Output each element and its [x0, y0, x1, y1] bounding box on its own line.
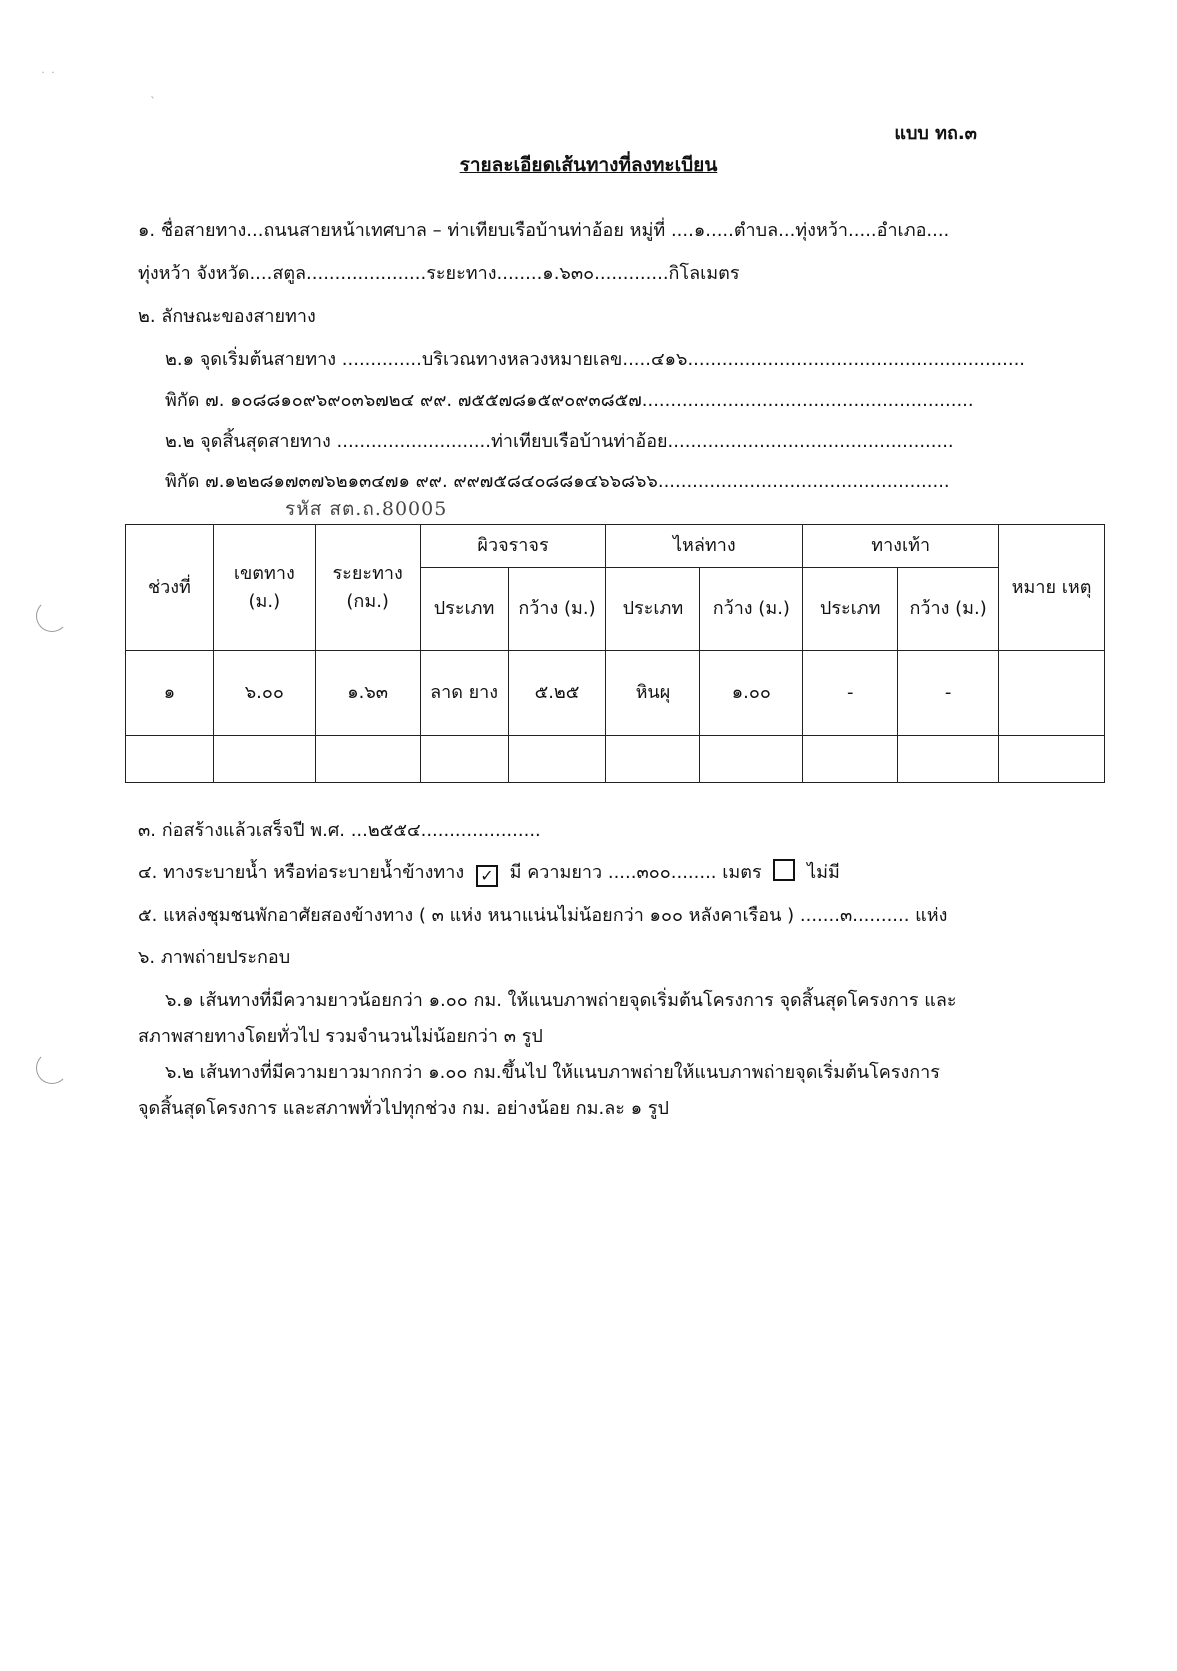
construction-year-line: ๓. ก่อสร้างแล้วเสร็จปี พ.ศ. ...๒๕๕๔..................... [138, 820, 541, 841]
cell-surface-type: ลาด ยาง [420, 651, 508, 736]
header-sidewalk-width: กว้าง (ม.) [898, 568, 999, 651]
header-shoulder-type: ประเภท [606, 568, 700, 651]
cell-shoulder-type: หินผุ [606, 651, 700, 736]
community-line: ๕. แหล่งชุมชนพักอาศัยสองข้างทาง ( ๓ แห่ง หนาแน่นไม่น้อยกว่า ๑๐๐ หลังคาเรือน ) .......๓.......... แห่ง [138, 905, 948, 926]
road-details-table [125, 524, 1105, 783]
header-right-of-way: เขตทาง (ม.) [213, 525, 315, 651]
header-distance: ระยะทาง (กม.) [315, 525, 420, 651]
cell-shoulder-width: ๑.๐๐ [700, 651, 803, 736]
photos-item2-line1: ๖.๒ เส้นทางที่มีความยาวมากกว่า ๑.๐๐ กม.ขึ้นไป ให้แนบภาพถ่ายให้แนบภาพถ่ายจุดเริ่มต้นโครงการ [165, 1062, 940, 1083]
header-shoulder: ไหล่ทาง [606, 525, 803, 568]
table-row [126, 651, 1105, 736]
header-surface-type: ประเภท [420, 568, 508, 651]
header-remark: หมาย เหตุ [999, 525, 1105, 651]
header-shoulder-width: กว้าง (ม.) [700, 568, 803, 651]
route-characteristics-heading: ๒. ลักษณะของสายทาง [138, 306, 316, 327]
photos-item2-line2: จุดสิ้นสุดโครงการ และสภาพทั่วไปทุกช่วง กม. อย่างน้อย กม.ละ ๑ รูป [138, 1098, 669, 1119]
photos-heading: ๖. ภาพถ่ายประกอบ [138, 947, 291, 968]
cell-remark [999, 651, 1105, 736]
header-surface: ผิวจราจร [420, 525, 606, 568]
form-code: แบบ ทถ.๓ [894, 123, 977, 144]
road-code: รหัส สต.ถ.80005 [285, 498, 448, 520]
header-sidewalk-type: ประเภท [803, 568, 898, 651]
start-point-line: ๒.๑ จุดเริ่มต้นสายทาง ..............บริเวณทางหลวงหมายเลข.....๔๑๖........................................................... [165, 349, 1026, 370]
punch-hole-mark [36, 600, 68, 632]
end-coordinates: พิกัด ๗.๑๒๒๘๑๗๓๗๖๒๑๓๔๗๑ ๙๙. ๙๙๗๕๘๔๐๘๘๑๔๖๖๘๖๖................................................... [165, 471, 950, 492]
drainage-has-label: มี ความยาว .....๓๐๐........ เมตร [509, 862, 762, 883]
drainage-none-label: ไม่มี [807, 862, 840, 883]
header-sidewalk: ทางเท้า [803, 525, 999, 568]
drainage-label: ๔. ทางระบายน้ำ หรือท่อระบายน้ำข้างทาง [138, 862, 465, 883]
document-title: รายละเอียดเส้นทางที่ลงทะเบียน [459, 154, 718, 176]
drainage-has-checkbox[interactable]: ✓ [476, 865, 498, 887]
photos-item1-line1: ๖.๑ เส้นทางที่มีความยาวน้อยกว่า ๑.๐๐ กม. ให้แนบภาพถ่ายจุดเริ่มต้นโครงการ จุดสิ้นสุดโครงการ และ [165, 990, 957, 1011]
scan-speck: ˋ [150, 95, 156, 109]
cell-right-of-way: ๖.๐๐ [213, 651, 315, 736]
cell-distance: ๑.๖๓ [315, 651, 420, 736]
photos-item1-line2: สภาพสายทางโดยทั่วไป รวมจำนวนไม่น้อยกว่า ๓ รูป [138, 1026, 543, 1047]
cell-segment: ๑ [126, 651, 214, 736]
header-surface-width: กว้าง (ม.) [508, 568, 606, 651]
end-point-line: ๒.๒ จุดสิ้นสุดสายทาง ...........................ท่าเทียบเรือบ้านท่าอ้อย.................................................. [165, 431, 954, 452]
table-row [126, 736, 1105, 783]
drainage-none-checkbox[interactable] [773, 859, 795, 881]
punch-hole-mark [36, 1052, 68, 1084]
cell-surface-width: ๕.๒๕ [508, 651, 606, 736]
header-segment: ช่วงที่ [126, 525, 214, 651]
drainage-line [138, 857, 840, 887]
cell-sidewalk-type: - [803, 651, 898, 736]
route-name-line: ๑. ชื่อสายทาง...ถนนสายหน้าเทศบาล – ท่าเทียบเรือบ้านท่าอ้อย หมู่ที่ ....๑.....ตำบล...ทุ่งหว้า.....อำเภอ.... [138, 220, 950, 241]
start-coordinates: พิกัด ๗. ๑๐๘๘๑๐๙๖๙๐๓๖๗๒๔ ๙๙. ๗๕๕๗๘๑๕๙๐๙๓๘๕๗.......................................................... [165, 390, 974, 411]
cell-sidewalk-width: - [898, 651, 999, 736]
route-location-line: ทุ่งหว้า จังหวัด....สตูล.....................ระยะทาง........๑.๖๓๐.............กิโลเมตร [138, 263, 740, 284]
scan-speck: ˙ ˙ [40, 70, 56, 84]
